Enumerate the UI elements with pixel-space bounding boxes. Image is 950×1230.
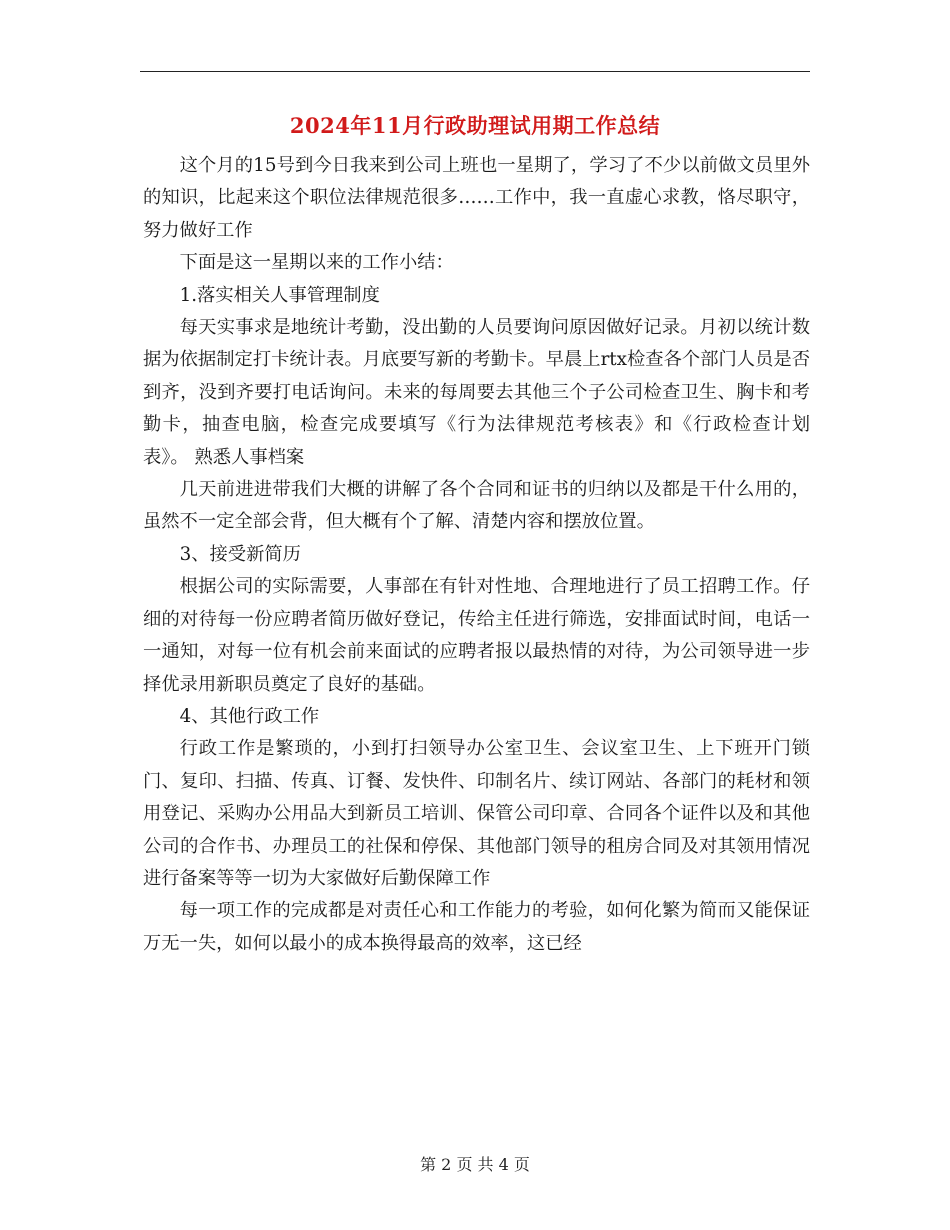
paragraph-summary-lead: 下面是这一星期以来的工作小结： <box>179 252 454 274</box>
section-heading-1: 1.落实相关人事管理制度 <box>179 284 380 306</box>
paragraph-archives: 几天前进进带我们大概的讲解了各个合同和证书的归纳以及都是干什么用的，虽然不一定全部会背，但大概有个了解、清楚内容和摆放位置。 <box>143 479 810 533</box>
paragraph-intro: 这个月的15号到今日我来到公司上班也一星期了，学习了不少以前做文员里外的知识，比起来这个职位法律规范很多……工作中，我一直虚心求教，恪尽职守，努力做好工作 <box>143 155 810 241</box>
document-body <box>143 150 810 960</box>
section-heading-3: 3、接受新简历 <box>179 543 301 565</box>
paragraph-reflection: 每一项工作的完成都是对责任心和工作能力的考验，如何化繁为简而又能保证万无一失，如何以最小的成本换得最高的效率，这已经 <box>143 900 810 954</box>
document-title: 2024年11月行政助理试用期工作总结 <box>289 113 661 138</box>
paragraph-admin-work: 行政工作是繁琐的，小到打扫领导办公室卫生、会议室卫生、上下班开门锁门、复印、扫描、传真、订餐、发快件、印制名片、续订网站、各部门的耗材和领用登记、采购办公用品大到新员工培训、保管公司印章、合同各个证件以及和其他公司的合作书、办理员工的社保和停保、其他部门领导的租房合同及对其领用情况进行备案等等一切为大家做好后勤保障工作 <box>143 738 810 889</box>
section-heading-4: 4、其他行政工作 <box>179 705 320 727</box>
page-number: 第 2 页 共 4 页 <box>420 1155 530 1174</box>
header-rule <box>140 71 810 72</box>
paragraph-recruitment: 根据公司的实际需要，人事部在有针对性地、合理地进行了员工招聘工作。仔细的对待每一份应聘者简历做好登记，传给主任进行筛选，安排面试时间，电话一一通知，对每一位有机会前来面试的应聘者报以最热情的对待，为公司领导进一步择优录用新职员奠定了良好的基础。 <box>143 576 810 695</box>
paragraph-attendance: 每天实事求是地统计考勤，没出勤的人员要询问原因做好记录。月初以统计数据为依据制定打卡统计表。月底要写新的考勤卡。早晨上rtx检查各个部门人员是否到齐，没到齐要打电话询问。未来的每周要去其他三个子公司检查卫生、胸卡和考勤卡，抽查电脑，检查完成要填写《行为法律规范考核表》和《行政检查计划表》。 熟悉人事档案 <box>143 317 810 468</box>
